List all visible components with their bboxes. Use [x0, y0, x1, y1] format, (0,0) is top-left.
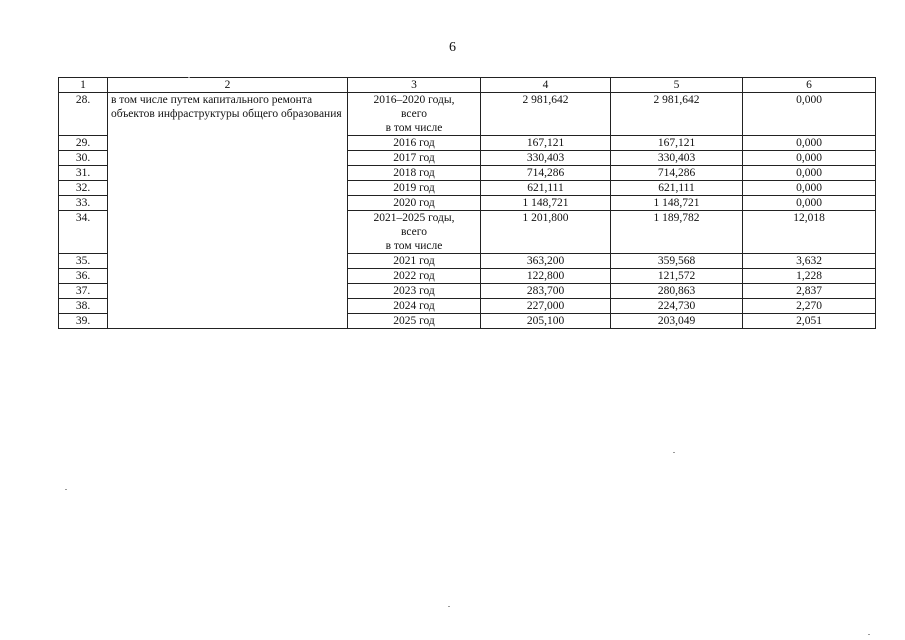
cofunding-value-cell: 2,051 [743, 314, 876, 329]
period-cell [348, 314, 481, 329]
period-cell [348, 254, 481, 269]
row-number-cell: 39. [59, 314, 108, 329]
period-line: в том числе [385, 122, 443, 134]
period-line: 2019 год [393, 182, 435, 194]
total-value-cell: 621,111 [481, 181, 611, 196]
period-line: 2020 год [393, 197, 435, 209]
header-cell: 2 [108, 78, 348, 93]
period-cell [348, 211, 481, 254]
period-cell [348, 284, 481, 299]
row-number-cell: 29. [59, 136, 108, 151]
total-value-cell: 714,286 [481, 166, 611, 181]
table-row [59, 93, 876, 136]
period-line: 2021–2025 годы, [373, 212, 455, 224]
budget-table [58, 77, 876, 329]
total-value-cell: 167,121 [481, 136, 611, 151]
period-cell [348, 196, 481, 211]
funding-value-cell: 330,403 [611, 151, 743, 166]
total-value-cell: 1 148,721 [481, 196, 611, 211]
header-cell: 3 [348, 78, 481, 93]
funding-value-cell: 359,568 [611, 254, 743, 269]
funding-value-cell: 167,121 [611, 136, 743, 151]
row-number-cell: 34. [59, 211, 108, 254]
period-cell [348, 151, 481, 166]
period-line: 2016–2020 годы, [373, 94, 455, 106]
header-cell: 5 [611, 78, 743, 93]
total-value-cell: 1 201,800 [481, 211, 611, 254]
description-cell: в том числе путем капитального ремонта объектов инфраструктуры общего образования [108, 93, 348, 329]
cofunding-value-cell: 0,000 [743, 136, 876, 151]
funding-value-cell: 2 981,642 [611, 93, 743, 136]
row-number-cell: 30. [59, 151, 108, 166]
period-line: 2024 год [393, 300, 435, 312]
funding-value-cell: 714,286 [611, 166, 743, 181]
page-number: 6 [449, 40, 456, 55]
period-line: 2016 год [393, 137, 435, 149]
scan-speck [868, 634, 870, 635]
cofunding-value-cell: 1,228 [743, 269, 876, 284]
period-line: 2023 год [393, 285, 435, 297]
scan-speck [65, 489, 67, 490]
cofunding-value-cell: 0,000 [743, 93, 876, 136]
total-value-cell: 330,403 [481, 151, 611, 166]
period-cell [348, 166, 481, 181]
scan-speck [673, 452, 675, 453]
header-cell: 6 [743, 78, 876, 93]
row-number-cell: 32. [59, 181, 108, 196]
total-value-cell: 283,700 [481, 284, 611, 299]
period-cell [348, 93, 481, 136]
period-line: 2021 год [393, 255, 435, 267]
period-cell [348, 181, 481, 196]
cofunding-value-cell: 2,270 [743, 299, 876, 314]
row-number-cell: 31. [59, 166, 108, 181]
funding-value-cell: 621,111 [611, 181, 743, 196]
funding-value-cell: 203,049 [611, 314, 743, 329]
funding-value-cell: 1 148,721 [611, 196, 743, 211]
cofunding-value-cell: 12,018 [743, 211, 876, 254]
header-cell: 4 [481, 78, 611, 93]
period-cell [348, 299, 481, 314]
total-value-cell: 2 981,642 [481, 93, 611, 136]
cofunding-value-cell: 3,632 [743, 254, 876, 269]
period-line: 2025 год [393, 315, 435, 327]
funding-value-cell: 280,863 [611, 284, 743, 299]
row-number-cell: 28. [59, 93, 108, 136]
row-number-cell: 35. [59, 254, 108, 269]
period-line: 2018 год [393, 167, 435, 179]
period-line: в том числе [385, 240, 443, 252]
scan-speck [448, 606, 450, 607]
row-number-cell: 36. [59, 269, 108, 284]
period-cell [348, 269, 481, 284]
cofunding-value-cell: 0,000 [743, 196, 876, 211]
period-line: всего [401, 108, 427, 120]
cofunding-value-cell: 0,000 [743, 151, 876, 166]
cofunding-value-cell: 2,837 [743, 284, 876, 299]
header-cell: 1 [59, 78, 108, 93]
total-value-cell: 227,000 [481, 299, 611, 314]
period-line: 2022 год [393, 270, 435, 282]
row-number-cell: 33. [59, 196, 108, 211]
scan-speck [188, 77, 190, 78]
cofunding-value-cell: 0,000 [743, 166, 876, 181]
period-cell [348, 136, 481, 151]
funding-value-cell: 224,730 [611, 299, 743, 314]
funding-value-cell: 1 189,782 [611, 211, 743, 254]
total-value-cell: 205,100 [481, 314, 611, 329]
row-number-cell: 37. [59, 284, 108, 299]
cofunding-value-cell: 0,000 [743, 181, 876, 196]
period-line: всего [401, 226, 427, 238]
funding-value-cell: 121,572 [611, 269, 743, 284]
table-header-row [59, 78, 876, 93]
total-value-cell: 363,200 [481, 254, 611, 269]
total-value-cell: 122,800 [481, 269, 611, 284]
period-line: 2017 год [393, 152, 435, 164]
row-number-cell: 38. [59, 299, 108, 314]
